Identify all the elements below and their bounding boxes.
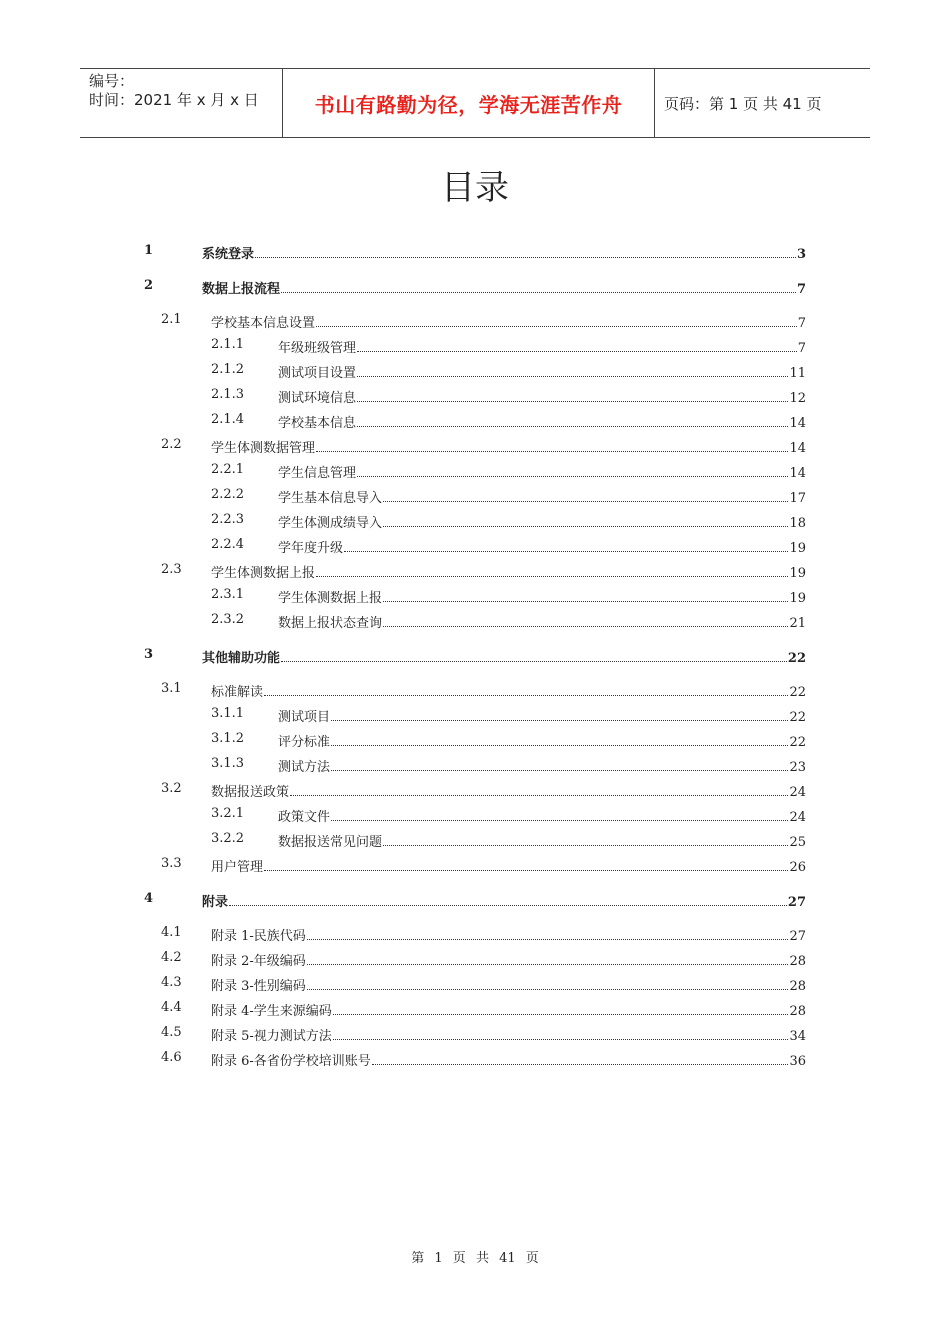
toc-title: 学生信息管理 xyxy=(278,466,357,481)
toc-row[interactable] xyxy=(161,1000,806,1019)
toc-leader-dots xyxy=(264,695,788,696)
toc-leader-dots xyxy=(383,501,788,502)
toc-row[interactable] xyxy=(161,950,806,969)
toc-row[interactable] xyxy=(144,277,806,297)
toc-leader-dots xyxy=(333,1014,789,1015)
toc-leader-dots xyxy=(357,401,788,402)
toc-row[interactable] xyxy=(161,1050,806,1069)
toc-row[interactable] xyxy=(211,387,806,406)
toc-number: 3.1.1 xyxy=(211,706,245,721)
toc-number: 2.2.2 xyxy=(211,487,245,502)
doc-time-label: 时间：2021 年 x 月 x 日 xyxy=(89,91,259,109)
toc-number: 2.1.3 xyxy=(211,387,245,402)
toc-page-number: 27 xyxy=(789,929,806,944)
toc-row[interactable] xyxy=(211,731,806,750)
toc-leader-dots xyxy=(316,576,788,577)
toc-leader-dots xyxy=(357,376,788,377)
toc-row[interactable] xyxy=(211,337,806,356)
toc-row[interactable] xyxy=(211,362,806,381)
toc-number: 2.2 xyxy=(161,437,182,452)
toc-number: 2.2.3 xyxy=(211,512,245,527)
toc-leader-dots xyxy=(331,720,788,721)
toc-row[interactable] xyxy=(211,512,806,531)
toc-number: 2.2.4 xyxy=(211,537,245,552)
toc-number: 4.1 xyxy=(161,925,182,940)
toc-leader-dots xyxy=(372,1064,789,1065)
toc-row[interactable] xyxy=(211,706,806,725)
toc-row[interactable] xyxy=(161,681,806,700)
toc-number: 4.5 xyxy=(161,1025,182,1040)
toc-page-number: 19 xyxy=(789,591,806,606)
toc-page-number: 28 xyxy=(789,954,806,969)
toc-leader-dots xyxy=(331,745,788,746)
toc-number: 3.3 xyxy=(161,856,182,871)
footer-di: 第 xyxy=(411,1251,425,1266)
toc-title: 附录 6-各省份学校培训账号 xyxy=(211,1054,371,1069)
toc-number: 2.3.1 xyxy=(211,587,245,602)
page-title: 目录 xyxy=(441,168,509,208)
toc-page-number: 17 xyxy=(789,491,806,506)
toc-title: 数据上报流程 xyxy=(202,281,281,297)
toc-number: 3.1.3 xyxy=(211,756,245,771)
toc-row[interactable] xyxy=(211,831,806,850)
toc-leader-dots xyxy=(331,770,788,771)
toc-leader-dots xyxy=(307,964,789,965)
toc-number: 2.1 xyxy=(161,312,182,327)
toc-title: 附录 2-年级编码 xyxy=(211,954,306,969)
header-motto-cell xyxy=(282,69,655,137)
footer-ye: 页 xyxy=(452,1251,466,1266)
toc-row[interactable] xyxy=(144,243,806,262)
toc-leader-dots xyxy=(229,905,787,906)
toc-row[interactable] xyxy=(211,537,806,556)
toc-row[interactable] xyxy=(211,487,806,506)
toc-title: 测试项目 xyxy=(278,710,331,725)
toc-row[interactable] xyxy=(144,890,806,910)
toc-leader-dots xyxy=(307,989,789,990)
toc-page-number: 18 xyxy=(789,516,806,531)
toc-leader-dots xyxy=(264,870,788,871)
toc-row[interactable] xyxy=(161,312,806,331)
toc-page-number: 25 xyxy=(789,835,806,850)
toc-leader-dots xyxy=(383,626,788,627)
toc-leader-dots xyxy=(383,526,788,527)
toc-number: 3.1 xyxy=(161,681,182,696)
header-left-cell xyxy=(80,69,282,137)
toc-title: 学生基本信息导入 xyxy=(278,491,383,506)
footer-gong: 共 xyxy=(475,1251,489,1266)
toc-leader-dots xyxy=(290,795,788,796)
toc-title: 附录 5-视力测试方法 xyxy=(211,1029,332,1044)
toc-title: 数据报送常见问题 xyxy=(278,835,383,850)
toc-title: 学生体测成绩导入 xyxy=(278,516,383,531)
toc-row[interactable] xyxy=(161,856,806,875)
header-page-label: 页码：第 1 页 共 41 页 xyxy=(664,94,822,113)
header-page-cell xyxy=(655,69,870,137)
toc-row[interactable] xyxy=(211,612,806,631)
toc-title: 年级班级管理 xyxy=(278,341,357,356)
toc-number: 2.3.2 xyxy=(211,612,245,627)
toc-number: 2 xyxy=(144,277,154,293)
toc-title: 测试项目设置 xyxy=(278,366,357,381)
toc-number: 4.3 xyxy=(161,975,182,990)
toc-page-number: 22 xyxy=(789,735,806,750)
toc-page-number: 22 xyxy=(787,650,806,666)
toc-page-number: 11 xyxy=(789,366,806,381)
toc-page-number: 27 xyxy=(787,894,806,910)
toc-number: 3.2.2 xyxy=(211,831,245,846)
toc-leader-dots xyxy=(383,845,788,846)
toc-number: 2.1.2 xyxy=(211,362,245,377)
toc-page-number: 21 xyxy=(789,616,806,631)
toc-page-number: 7 xyxy=(797,341,806,356)
toc-leader-dots xyxy=(331,820,788,821)
toc-title: 附录 1-民族代码 xyxy=(211,929,306,944)
toc-page-number: 14 xyxy=(789,416,806,431)
toc-page-number: 24 xyxy=(789,810,806,825)
toc-title: 学校基本信息设置 xyxy=(211,316,316,331)
toc-row[interactable] xyxy=(211,412,806,431)
toc-title: 学年度升级 xyxy=(278,541,344,556)
toc-page-number: 28 xyxy=(789,1004,806,1019)
toc-title: 学校基本信息 xyxy=(278,416,357,431)
toc-page-number: 22 xyxy=(789,710,806,725)
footer-current-page: 1 xyxy=(434,1251,443,1266)
toc-title: 学生体测数据上报 xyxy=(211,566,316,581)
doc-number-label: 编号： xyxy=(89,72,135,90)
toc-leader-dots xyxy=(307,939,789,940)
toc-number: 2.1.1 xyxy=(211,337,245,352)
motto-text: 书山有路勤为径，学海无涯苦作舟 xyxy=(314,92,623,117)
toc-leader-dots xyxy=(316,326,797,327)
toc-title: 测试方法 xyxy=(278,760,331,775)
toc-title: 评分标准 xyxy=(278,735,331,750)
toc-page-number: 7 xyxy=(797,316,806,331)
toc-row[interactable] xyxy=(161,1025,806,1044)
toc-title: 测试环境信息 xyxy=(278,391,357,406)
toc-page-number: 26 xyxy=(789,860,806,875)
toc-page-number: 14 xyxy=(789,441,806,456)
toc-row[interactable] xyxy=(161,925,806,944)
toc-leader-dots xyxy=(281,661,787,662)
toc-row[interactable] xyxy=(211,462,806,481)
toc-leader-dots xyxy=(383,601,788,602)
header-table xyxy=(80,68,870,138)
toc-number: 4.6 xyxy=(161,1050,182,1065)
toc-leader-dots xyxy=(316,451,788,452)
toc-title: 数据报送政策 xyxy=(211,785,290,800)
toc-page-number: 14 xyxy=(789,466,806,481)
toc-number: 2.3 xyxy=(161,562,182,577)
toc-title: 标准解读 xyxy=(211,685,264,700)
toc-title: 附录 3-性别编码 xyxy=(211,979,306,994)
toc-title: 其他辅助功能 xyxy=(202,650,281,666)
toc-number: 3.2.1 xyxy=(211,806,245,821)
toc-page-number: 28 xyxy=(789,979,806,994)
toc-row[interactable] xyxy=(211,806,806,825)
footer-ye-2: 页 xyxy=(525,1251,539,1266)
toc-page-number: 23 xyxy=(789,760,806,775)
toc-title: 系统登录 xyxy=(202,247,255,262)
toc-page-number: 22 xyxy=(789,685,806,700)
toc-number: 4.4 xyxy=(161,1000,182,1015)
toc-title: 数据上报状态查询 xyxy=(278,616,383,631)
toc-leader-dots xyxy=(333,1039,789,1040)
toc-title: 附录 4-学生来源编码 xyxy=(211,1004,332,1019)
toc-row[interactable] xyxy=(211,587,806,606)
toc-leader-dots xyxy=(357,351,797,352)
toc-number: 2.1.4 xyxy=(211,412,245,427)
toc-row[interactable] xyxy=(144,646,806,666)
toc-page-number: 19 xyxy=(789,566,806,581)
toc-row[interactable] xyxy=(211,756,806,775)
toc-page-number: 7 xyxy=(796,281,806,297)
toc-row[interactable] xyxy=(161,437,806,456)
toc-row[interactable] xyxy=(161,975,806,994)
toc-number: 2.2.1 xyxy=(211,462,245,477)
toc-number: 3.2 xyxy=(161,781,182,796)
toc-leader-dots xyxy=(357,476,788,477)
toc-number: 4 xyxy=(144,890,154,906)
toc-leader-dots xyxy=(357,426,788,427)
toc-leader-dots xyxy=(344,551,788,552)
toc-row[interactable] xyxy=(161,562,806,581)
toc-title: 附录 xyxy=(202,894,229,910)
toc-leader-dots xyxy=(255,257,796,258)
toc-number: 1 xyxy=(144,243,154,258)
toc-title: 政策文件 xyxy=(278,810,331,825)
toc-page-number: 12 xyxy=(789,391,806,406)
toc-page-number: 19 xyxy=(789,541,806,556)
toc-number: 3 xyxy=(144,646,154,662)
toc-row[interactable] xyxy=(161,781,806,800)
toc-number: 3.1.2 xyxy=(211,731,245,746)
page-footer xyxy=(0,1247,950,1266)
toc-leader-dots xyxy=(281,292,796,293)
toc-title: 用户管理 xyxy=(211,860,264,875)
toc-page-number: 24 xyxy=(789,785,806,800)
toc-page-number: 36 xyxy=(789,1054,806,1069)
toc-page-number: 3 xyxy=(796,247,806,262)
toc-title: 学生体测数据管理 xyxy=(211,441,316,456)
toc-title: 学生体测数据上报 xyxy=(278,591,383,606)
footer-total-pages: 41 xyxy=(499,1251,516,1266)
toc-page-number: 34 xyxy=(789,1029,806,1044)
toc-number: 4.2 xyxy=(161,950,182,965)
